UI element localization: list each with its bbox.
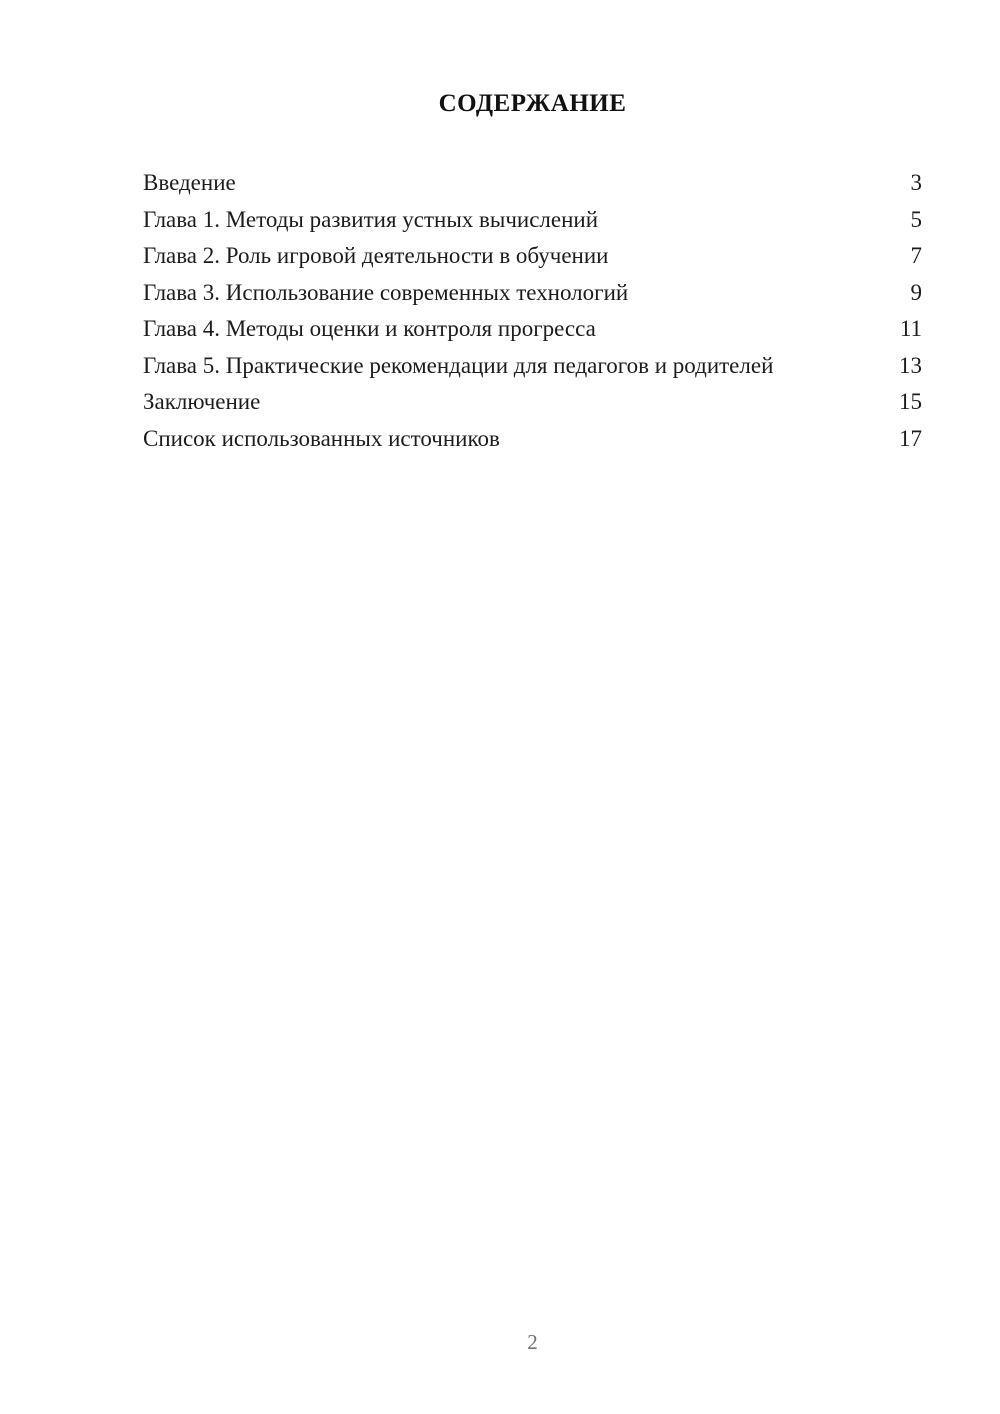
toc-entry-chapter-1 [143, 202, 922, 239]
toc-entry-page-number: 11 [899, 316, 922, 341]
toc-content [143, 0, 922, 457]
toc-entry-references [143, 421, 922, 458]
toc-entry-label: Глава 4. Методы оценки и контроля прогресса [143, 316, 596, 341]
toc-entry-page-number: 15 [899, 389, 922, 414]
toc-entry-label: Глава 2. Роль игровой деятельности в обучении [143, 243, 609, 268]
toc-entry-label: Список использованных источников [143, 425, 500, 451]
toc-entry-chapter-4 [143, 311, 922, 348]
toc-entry-conclusion [143, 384, 922, 421]
toc-entry-page-number: 13 [899, 352, 922, 378]
toc-entry-page-number: 3 [910, 170, 922, 195]
toc-entry-label: Заключение [143, 389, 261, 414]
toc-entry-chapter-3 [143, 275, 922, 312]
toc-entry-introduction [143, 165, 922, 202]
toc-entry-page-number: 17 [899, 425, 922, 451]
toc-entry-chapter-2 [143, 238, 922, 275]
toc-entry-chapter-5 [143, 348, 922, 385]
toc-entry-label: Глава 1. Методы развития устных вычислений [143, 206, 599, 232]
toc-entry-page-number: 7 [910, 243, 922, 268]
table-of-contents [143, 165, 922, 457]
toc-entry-label: Глава 3. Использование современных технологий [143, 279, 629, 305]
footer-page-number: 2 [527, 1330, 538, 1354]
toc-entry-label: Глава 5. Практические рекомендации для педагогов и родителей [143, 352, 774, 378]
toc-entry-label: Введение [143, 170, 236, 195]
page-title: СОДЕРЖАНИЕ [438, 90, 627, 117]
toc-entry-page-number: 9 [910, 279, 922, 305]
toc-entry-page-number: 5 [910, 206, 922, 232]
